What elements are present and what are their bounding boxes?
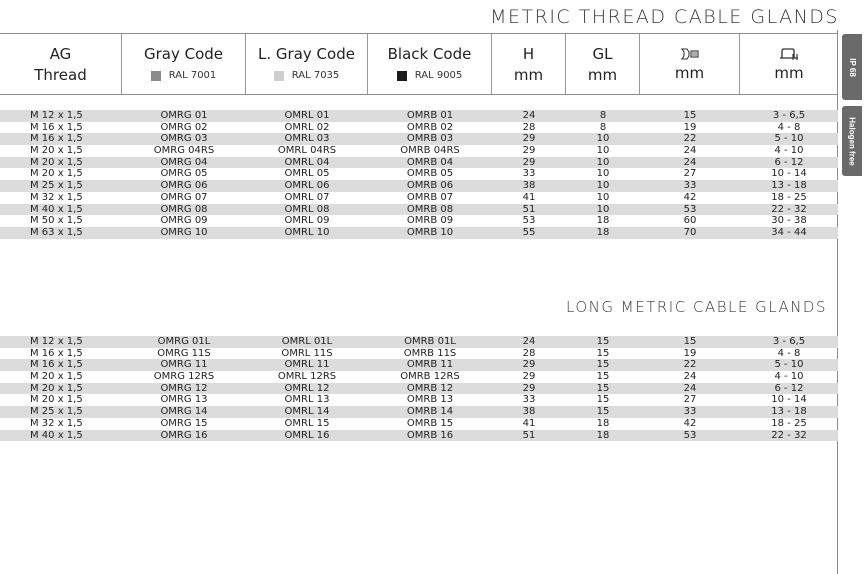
cell-thread: M 20 x 1,5	[30, 156, 83, 168]
cell-lgray-code: OMRL 01L	[281, 336, 333, 347]
cell-thread: M 16 x 1,5	[30, 133, 83, 145]
cell-clamp: 10 - 14	[771, 394, 807, 406]
cell-thread: M 63 x 1,5	[30, 226, 83, 238]
cell-wrench: 24	[683, 382, 697, 394]
cell-black-code: OMRB 13	[406, 394, 454, 406]
cell-black-code: OMRB 06	[406, 180, 454, 192]
cell-gray-code: OMRG 07	[160, 191, 208, 203]
header-h	[492, 34, 566, 94]
cell-gl: 15	[596, 359, 610, 371]
table-row	[0, 383, 838, 395]
cell-gl: 15	[596, 336, 610, 347]
cell-lgray-code: OMRL 11S	[281, 347, 333, 359]
cell-gray-code: OMRG 01	[160, 110, 208, 121]
header-black-code	[368, 34, 492, 94]
cell-h: 24	[522, 336, 536, 347]
cell-h: 51	[522, 429, 536, 441]
cell-wrench: 19	[683, 347, 697, 359]
cell-gray-code: OMRG 08	[160, 203, 208, 215]
cell-clamp: 4 - 8	[777, 347, 801, 359]
cell-lgray-code: OMRL 15	[284, 417, 330, 429]
cell-h: 33	[522, 168, 536, 180]
cell-thread: M 20 x 1,5	[30, 371, 83, 383]
cell-lgray-code: OMRL 04	[284, 156, 330, 168]
tab-halogen-free[interactable]	[842, 106, 862, 176]
cell-black-code: OMRB 08	[406, 203, 454, 215]
header-clamp	[740, 34, 838, 94]
header-bottom-rule	[0, 94, 838, 95]
cell-thread: M 20 x 1,5	[30, 394, 83, 406]
cell-lgray-code: OMRL 14	[284, 406, 330, 418]
header-lgray-label: L. Gray Code	[258, 45, 355, 63]
cell-black-code: OMRB 12	[406, 382, 454, 394]
cell-black-code: OMRB 15	[406, 417, 454, 429]
cell-clamp: 18 - 25	[771, 417, 807, 429]
cell-lgray-code: OMRL 10	[284, 226, 330, 238]
cell-black-code: OMRB 12RS	[400, 371, 460, 383]
cell-clamp: 10 - 14	[771, 168, 807, 180]
cell-thread: M 12 x 1,5	[30, 336, 83, 347]
cell-gl: 15	[596, 347, 610, 359]
header-gray-label: Gray Code	[143, 45, 224, 63]
cell-wrench: 27	[683, 394, 697, 406]
cell-wrench: 22	[683, 359, 697, 371]
header-ag-label: AG	[49, 45, 72, 63]
table-row	[0, 371, 838, 383]
cell-h: 55	[522, 226, 536, 238]
table-row	[0, 394, 838, 406]
table-row	[0, 133, 838, 145]
cell-gl: 10	[596, 156, 610, 168]
cell-clamp: 4 - 10	[774, 145, 804, 157]
table-row	[0, 418, 838, 430]
cell-gray-code: OMRG 11S	[157, 347, 211, 359]
table-row	[0, 359, 838, 371]
cell-clamp: 13 - 18	[771, 180, 807, 192]
cell-gl: 15	[596, 382, 610, 394]
cell-clamp: 6 - 12	[774, 156, 804, 168]
table-row	[0, 168, 838, 180]
cell-h: 29	[522, 382, 536, 394]
cell-black-code: OMRB 03	[406, 133, 454, 145]
cell-lgray-code: OMRL 06	[284, 180, 330, 192]
tab-ip68-label: IP 68	[847, 57, 857, 77]
cell-h: 41	[522, 417, 536, 429]
cell-wrench: 70	[683, 226, 697, 238]
cell-thread: M 32 x 1,5	[30, 191, 83, 203]
table-row	[0, 348, 838, 360]
cell-gray-code: OMRG 12RS	[153, 371, 215, 383]
page-title: METRIC THREAD CABLE GLANDS	[490, 6, 839, 28]
table-row	[0, 406, 838, 418]
cell-lgray-code: OMRL 03	[284, 133, 330, 145]
cell-gray-code: OMRG 14	[160, 406, 208, 418]
header-gl-unit: mm	[587, 66, 618, 84]
cell-gray-code: OMRG 03	[160, 133, 208, 145]
table-row	[0, 122, 838, 134]
header-wrench	[640, 34, 740, 94]
cell-lgray-code: OMRL 09	[284, 215, 330, 227]
cell-thread: M 20 x 1,5	[30, 168, 83, 180]
cell-clamp: 4 - 8	[777, 121, 801, 133]
header-ag-thread	[0, 34, 122, 94]
header-black-label: Black Code	[387, 45, 472, 63]
cell-wrench: 53	[683, 429, 697, 441]
cell-gray-code: OMRG 02	[160, 121, 208, 133]
gray-ral-label: RAL 7001	[168, 70, 217, 81]
table-row	[0, 110, 838, 122]
cell-gray-code: OMRG 15	[160, 417, 208, 429]
cell-gray-code: OMRG 10	[160, 226, 208, 238]
cell-thread: M 25 x 1,5	[30, 406, 83, 418]
cell-wrench: 42	[683, 191, 697, 203]
cell-h: 29	[522, 156, 536, 168]
table-row	[0, 145, 838, 157]
cell-h: 28	[522, 121, 536, 133]
cell-gl: 8	[599, 110, 607, 121]
table-row	[0, 215, 838, 227]
cell-clamp: 3 - 6,5	[772, 336, 806, 347]
cell-thread: M 12 x 1,5	[30, 110, 83, 121]
tab-halogen-label: Halogen free	[847, 116, 857, 166]
cell-gl: 18	[596, 429, 610, 441]
lgray-ral-label: RAL 7035	[291, 70, 340, 81]
cell-wrench: 15	[683, 110, 697, 121]
cell-gl: 18	[596, 417, 610, 429]
cell-black-code: OMRB 11	[406, 359, 454, 371]
header-clamp-unit: mm	[774, 64, 804, 82]
cell-black-code: OMRB 01L	[404, 336, 456, 347]
tab-ip68[interactable]	[842, 34, 862, 100]
cell-black-code: OMRB 01	[406, 110, 454, 121]
cell-thread: M 40 x 1,5	[30, 203, 83, 215]
cell-gray-code: OMRG 01L	[157, 336, 211, 347]
cell-gl: 10	[596, 145, 610, 157]
black-swatch	[397, 71, 407, 81]
header-gl-label: GL	[592, 45, 613, 63]
table-row	[0, 204, 838, 216]
cell-gl: 18	[596, 215, 610, 227]
cell-lgray-code: OMRL 16	[284, 429, 330, 441]
cell-gray-code: OMRG 09	[160, 215, 208, 227]
lgray-swatch	[274, 71, 284, 81]
cell-gray-code: OMRG 11	[160, 359, 208, 371]
cell-black-code: OMRB 05	[406, 168, 454, 180]
cell-lgray-code: OMRL 04RS	[277, 145, 337, 157]
cell-h: 29	[522, 133, 536, 145]
cell-h: 29	[522, 371, 536, 383]
cell-gl: 15	[596, 394, 610, 406]
header-lgray-code	[246, 34, 368, 94]
cell-gl: 8	[599, 121, 607, 133]
black-ral-label: RAL 9005	[414, 70, 463, 81]
table-row	[0, 192, 838, 204]
cell-clamp: 34 - 44	[771, 226, 807, 238]
cell-clamp: 22 - 32	[771, 203, 807, 215]
cell-black-code: OMRB 04	[406, 156, 454, 168]
table-row	[0, 180, 838, 192]
wrench-icon	[679, 46, 701, 62]
cell-black-code: OMRB 16	[406, 429, 454, 441]
cell-black-code: OMRB 04RS	[400, 145, 460, 157]
table-row	[0, 227, 838, 239]
header-h-unit: mm	[513, 66, 544, 84]
metric-table	[0, 110, 838, 239]
cell-black-code: OMRB 10	[406, 226, 454, 238]
cell-h: 24	[522, 110, 536, 121]
cell-lgray-code: OMRL 12	[284, 382, 330, 394]
cell-thread: M 25 x 1,5	[30, 180, 83, 192]
cell-gl: 10	[596, 191, 610, 203]
cell-wrench: 33	[683, 406, 697, 418]
cell-h: 33	[522, 394, 536, 406]
cell-lgray-code: OMRL 02	[284, 121, 330, 133]
cell-wrench: 24	[683, 145, 697, 157]
cell-wrench: 60	[683, 215, 697, 227]
cell-gl: 10	[596, 180, 610, 192]
section-title-long: LONG METRIC CABLE GLANDS	[566, 298, 827, 316]
cell-thread: M 32 x 1,5	[30, 417, 83, 429]
header-wrench-unit: mm	[674, 64, 705, 82]
cell-gl: 18	[596, 226, 610, 238]
cell-clamp: 22 - 32	[771, 429, 807, 441]
cell-wrench: 15	[683, 336, 697, 347]
cell-clamp: 18 - 25	[771, 191, 807, 203]
table-row	[0, 336, 838, 348]
gray-swatch	[151, 71, 161, 81]
cell-h: 29	[522, 359, 536, 371]
cell-gray-code: OMRG 06	[160, 180, 208, 192]
header-gl	[566, 34, 640, 94]
cell-clamp: 5 - 10	[774, 133, 804, 145]
cell-h: 28	[522, 347, 536, 359]
cell-wrench: 19	[683, 121, 697, 133]
cell-h: 38	[522, 180, 536, 192]
cell-h: 41	[522, 191, 536, 203]
cell-clamp: 3 - 6,5	[772, 110, 806, 121]
cell-wrench: 24	[683, 371, 697, 383]
header-h-label: H	[522, 45, 535, 63]
cell-clamp: 13 - 18	[771, 406, 807, 418]
cell-thread: M 20 x 1,5	[30, 145, 83, 157]
cell-gl: 15	[596, 371, 610, 383]
cell-gl: 10	[596, 133, 610, 145]
cell-lgray-code: OMRL 13	[284, 394, 330, 406]
table-row	[0, 157, 838, 169]
cell-black-code: OMRB 14	[406, 406, 454, 418]
cell-lgray-code: OMRL 01	[284, 110, 330, 121]
cell-h: 53	[522, 215, 536, 227]
cell-black-code: OMRB 07	[406, 191, 454, 203]
table-header	[0, 34, 838, 94]
cell-gray-code: OMRG 12	[160, 382, 208, 394]
cell-wrench: 33	[683, 180, 697, 192]
cell-lgray-code: OMRL 11	[284, 359, 330, 371]
table-row	[0, 430, 838, 442]
cell-wrench: 27	[683, 168, 697, 180]
cell-gray-code: OMRG 16	[160, 429, 208, 441]
cell-black-code: OMRB 09	[406, 215, 454, 227]
cell-wrench: 24	[683, 156, 697, 168]
cell-thread: M 16 x 1,5	[30, 359, 83, 371]
cell-h: 51	[522, 203, 536, 215]
cell-thread: M 40 x 1,5	[30, 429, 83, 441]
cell-gray-code: OMRG 04	[160, 156, 208, 168]
cell-lgray-code: OMRL 05	[284, 168, 330, 180]
cell-lgray-code: OMRL 12RS	[277, 371, 337, 383]
cell-thread: M 16 x 1,5	[30, 347, 83, 359]
cell-gl: 10	[596, 168, 610, 180]
header-thread-label: Thread	[34, 66, 87, 84]
cell-clamp: 30 - 38	[771, 215, 807, 227]
cell-clamp: 5 - 10	[774, 359, 804, 371]
cell-gl: 10	[596, 203, 610, 215]
cell-gray-code: OMRG 13	[160, 394, 208, 406]
cell-lgray-code: OMRL 07	[284, 191, 330, 203]
cable-clamp-icon	[778, 46, 800, 62]
cell-thread: M 20 x 1,5	[30, 382, 83, 394]
cell-clamp: 6 - 12	[774, 382, 804, 394]
cell-gray-code: OMRG 05	[160, 168, 208, 180]
cell-h: 38	[522, 406, 536, 418]
header-gray-code	[122, 34, 246, 94]
cell-wrench: 42	[683, 417, 697, 429]
cell-h: 29	[522, 145, 536, 157]
cell-wrench: 53	[683, 203, 697, 215]
cell-wrench: 22	[683, 133, 697, 145]
cell-thread: M 16 x 1,5	[30, 121, 83, 133]
cell-black-code: OMRB 02	[406, 121, 454, 133]
cell-thread: M 50 x 1,5	[30, 215, 83, 227]
cell-black-code: OMRB 11S	[403, 347, 457, 359]
cell-gray-code: OMRG 04RS	[153, 145, 215, 157]
long-metric-table	[0, 336, 838, 441]
cell-clamp: 4 - 10	[774, 371, 804, 383]
cell-gl: 15	[596, 406, 610, 418]
cell-lgray-code: OMRL 08	[284, 203, 330, 215]
